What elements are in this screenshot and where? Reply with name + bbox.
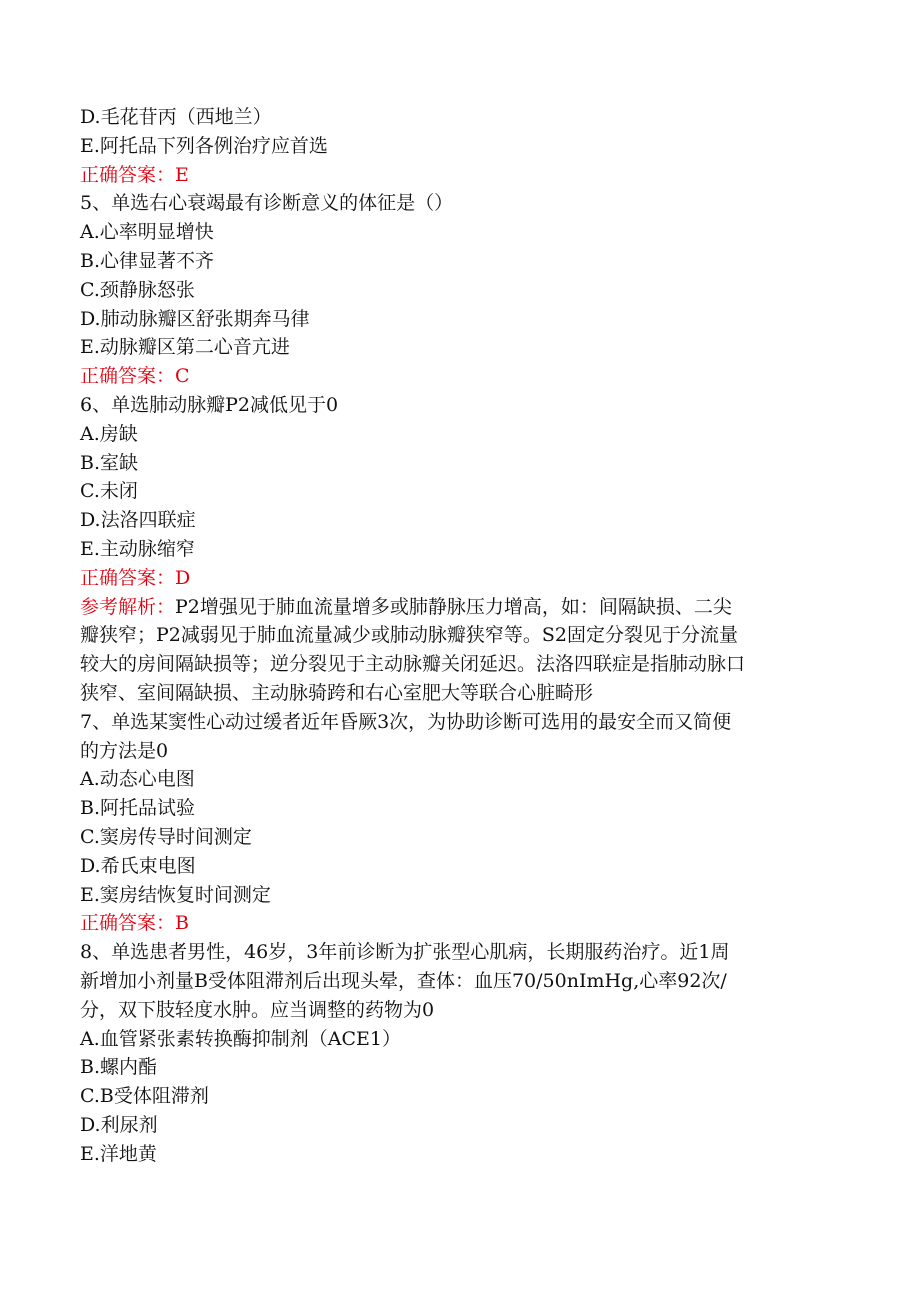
q8-stem-line-3: 分，双下肢轻度水肿。应当调整的药物为0 xyxy=(80,998,435,1021)
q5-stem: 5、单选右心衰竭最有诊断意义的体征是（） xyxy=(80,192,454,215)
q6-analysis xyxy=(80,593,850,708)
analysis-text: P2增强见于肺血流量增多或肺静脉压力增高，如：间隔缺损、二尖 xyxy=(175,595,732,618)
q6-option-c: C.未闭 xyxy=(80,480,138,503)
q5-option-d: D.肺动脉瓣区舒张期奔马律 xyxy=(80,307,310,330)
q5-option-a: A.心率明显增快 xyxy=(80,221,214,244)
q7-option-d: D.希氏束电图 xyxy=(80,854,196,877)
analysis-label: 参考解析： xyxy=(80,595,176,618)
q8-option-c: C.B受体阻滞剂 xyxy=(80,1085,209,1108)
question-list xyxy=(80,103,850,1168)
q5-option-b: B.心律显著不齐 xyxy=(80,249,215,272)
q6-stem: 6、单选肺动脉瓣P2减低见于0 xyxy=(80,393,339,416)
q7-option-e: E.窦房结恢复时间测定 xyxy=(80,883,271,906)
q6-option-e: E.主动脉缩窄 xyxy=(80,537,195,560)
q7-stem-line-2: 的方法是0 xyxy=(80,739,169,762)
q7-option-b: B.阿托品试验 xyxy=(80,797,196,820)
q7-answer: 正确答案：B xyxy=(80,912,189,935)
q6-option-d: D.法洛四联症 xyxy=(80,509,196,532)
q8-option-b: B.螺内酯 xyxy=(80,1056,158,1079)
q6-option-b: B.室缺 xyxy=(80,451,139,474)
q4-option-d: D.毛花苷丙（西地兰） xyxy=(80,106,272,128)
q4-option-e: E.阿托品下列各例治疗应首选 xyxy=(80,134,328,157)
q7-option-c: C.窦房传导时间测定 xyxy=(80,825,252,848)
q6-answer: 正确答案：D xyxy=(80,566,191,589)
q6-analysis-line-3: 较大的房间隔缺损等；逆分裂见于主动脉瓣关闭延迟。法洛四联症是指肺动脉口 xyxy=(80,653,746,676)
q5-option-e: E.动脉瓣区第二心音亢进 xyxy=(80,336,290,359)
q7-stem-line-1: 7、单选某窦性心动过缓者近年昏厥3次，为协助诊断可选用的最安全而又简便 xyxy=(80,710,732,733)
q5-option-c: C.颈静脉怒张 xyxy=(80,278,195,301)
q8-option-e: E.洋地黄 xyxy=(80,1142,157,1165)
q6-analysis-line-2: 瓣狭窄；P2减弱见于肺血流量减少或肺动脉瓣狭窄等。S2固定分裂见于分流量 xyxy=(80,624,738,647)
q8-stem-line-2: 新增加小剂量B受体阻滞剂后出现头晕，查体：血压70/50nImHg,心率92次/ xyxy=(80,969,727,992)
q6-option-a: A.房缺 xyxy=(80,422,138,445)
q8-option-d: D.利尿剂 xyxy=(80,1113,158,1136)
q4-answer: 正确答案：E xyxy=(80,163,189,186)
q5-answer: 正确答案：C xyxy=(80,365,190,388)
q6-analysis-line-1 xyxy=(80,593,850,622)
q8-option-a: A.血管紧张素转换酶抑制剂（ACE1） xyxy=(80,1027,401,1050)
q6-analysis-line-4: 狭窄、室间隔缺损、主动脉骑跨和右心室肥大等联合心脏畸形 xyxy=(80,681,594,704)
q8-stem-line-1: 8、单选患者男性，46岁，3年前诊断为扩张型心肌病，长期服药治疗。近1周 xyxy=(80,941,730,964)
q7-option-a: A.动态心电图 xyxy=(80,768,195,791)
